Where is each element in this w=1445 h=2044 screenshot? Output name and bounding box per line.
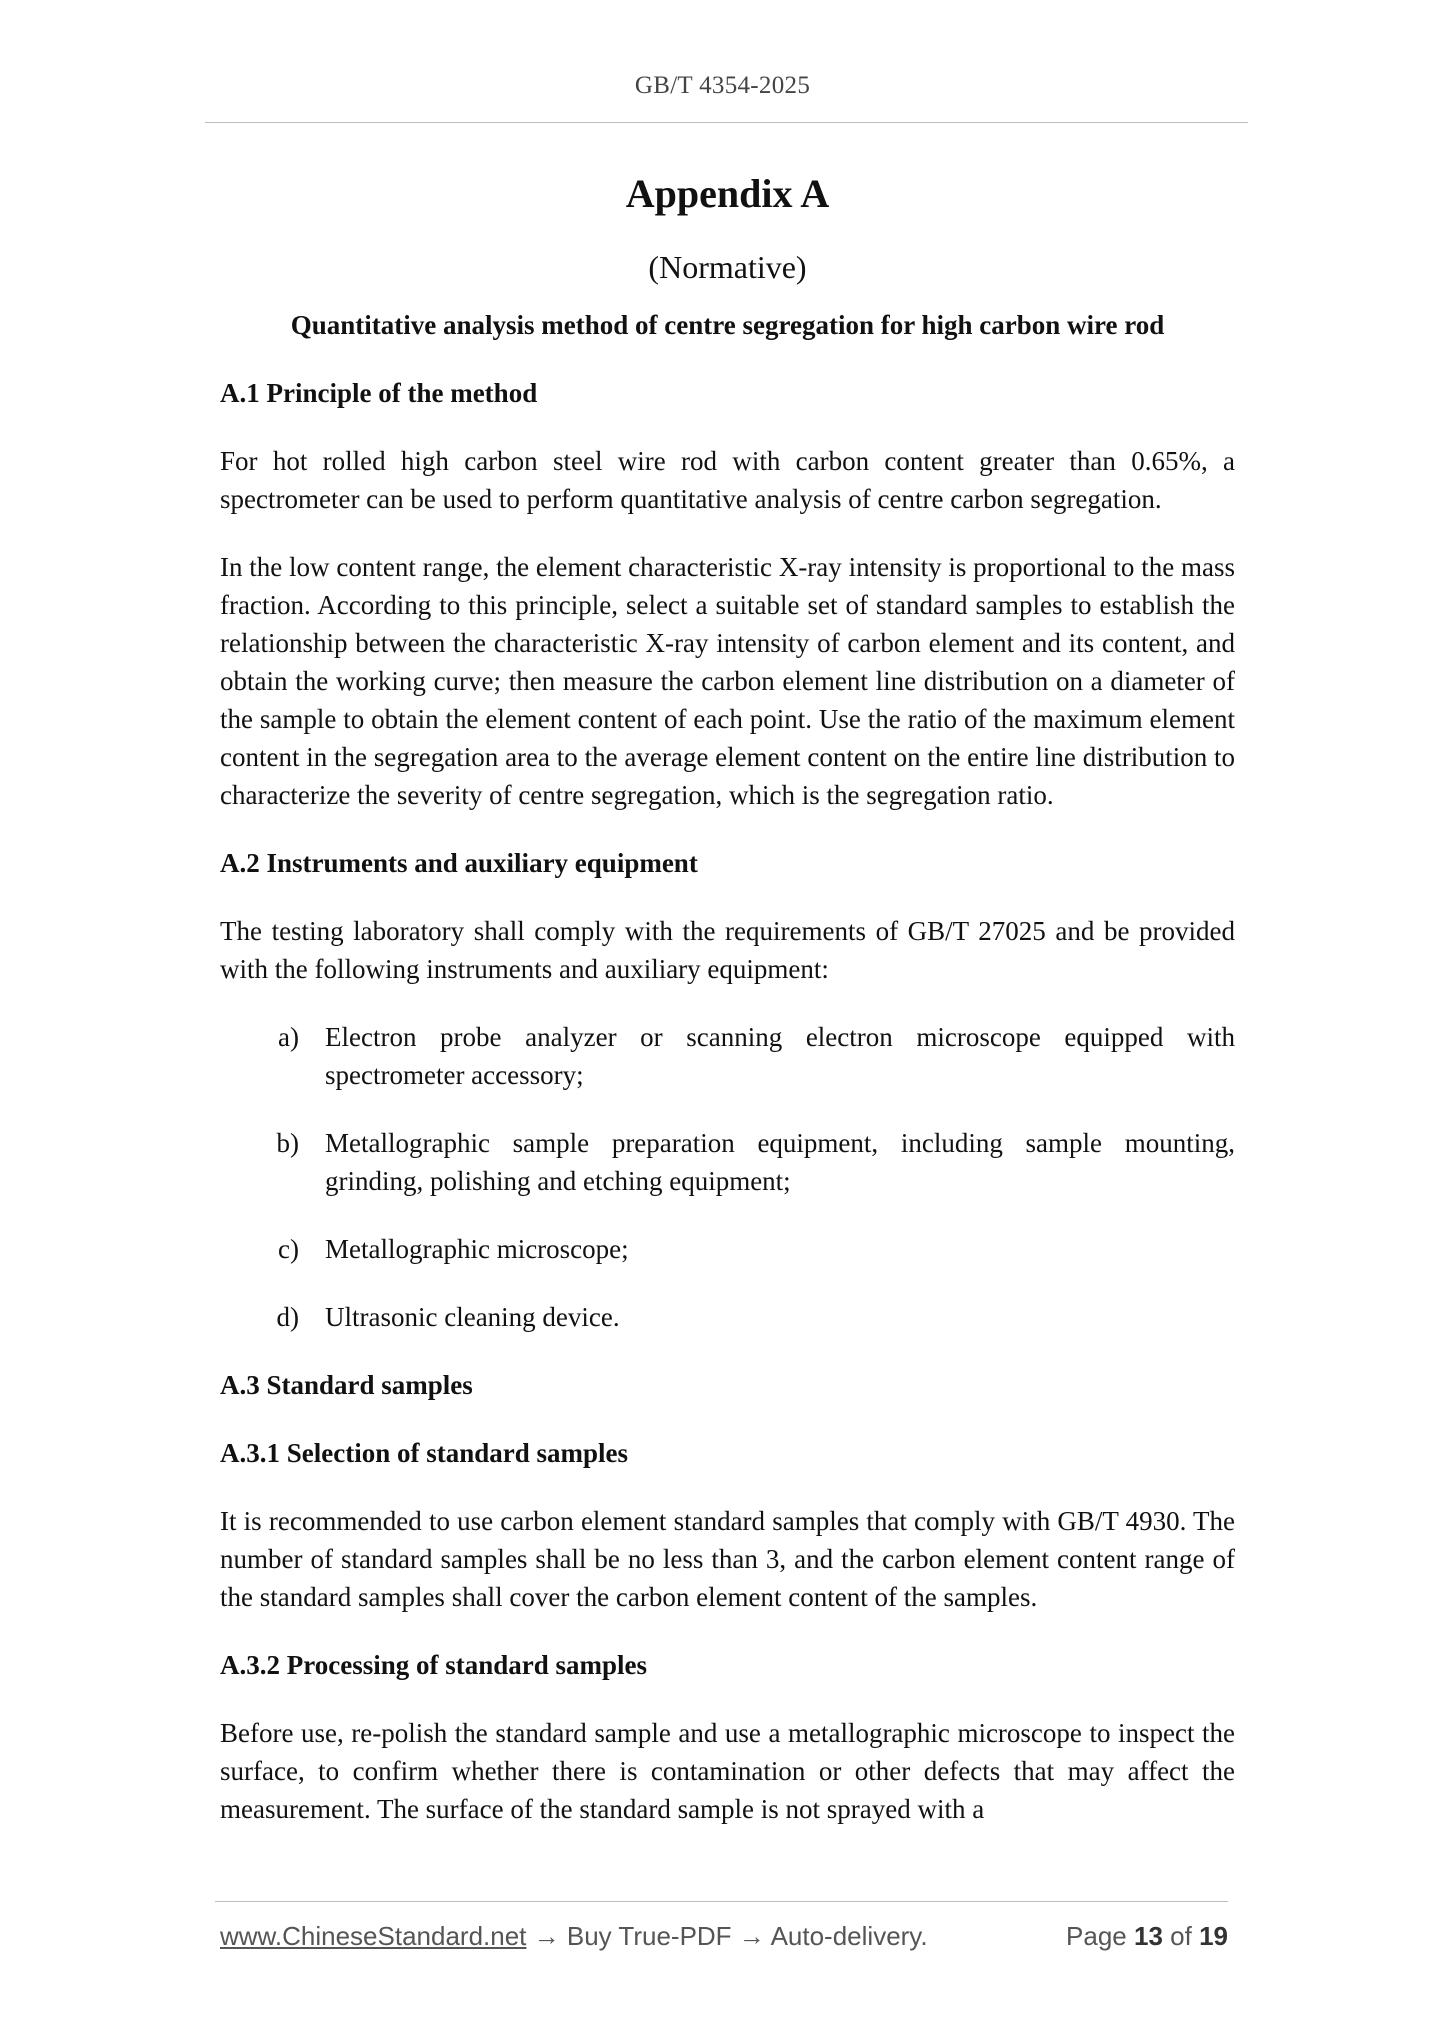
appendix-subtitle: (Normative) — [648, 249, 807, 285]
appendix-heading: Quantitative analysis method of centre segregation for high carbon wire rod — [290, 310, 1165, 340]
footer-tagline: → Buy True-PDF → Auto-delivery. — [526, 1921, 928, 1951]
paragraph-a3-2: Before use, re-polish the standard sample and use a metallographic microscope to inspect the surface, to confirm whether there is contamination or other defects that may affect the measurement. The surface of the standard sample is not sprayed with a — [220, 1718, 1235, 1824]
page-header-doc-id: GB/T 4354-2025 — [634, 72, 811, 99]
footer-promo — [220, 1918, 928, 1954]
page-total: 19 — [1199, 1921, 1228, 1951]
list-item-text: Metallographic sample preparation equipment, including sample mounting, grinding, polishing and etching equipment; — [325, 1128, 1235, 1196]
footer-divider — [215, 1901, 1228, 1902]
page-of-label: of — [1170, 1921, 1192, 1951]
header-divider — [205, 122, 1248, 123]
page-label: Page — [1066, 1921, 1127, 1951]
website-link[interactable]: www.ChineseStandard.net — [220, 1921, 527, 1951]
list-item-text: Electron probe analyzer or scanning electron microscope equipped with spectrometer accessory; — [325, 1022, 1235, 1090]
section-heading-a3: A.3 Standard samples — [220, 1370, 473, 1400]
section-heading-a2: A.2 Instruments and auxiliary equipment — [220, 848, 698, 878]
list-item — [220, 1298, 1235, 1336]
paragraph-a1-1: For hot rolled high carbon steel wire rod with carbon content greater than 0.65%, a spectrometer can be used to perform quantitative analysis of centre carbon segregation. — [220, 446, 1235, 514]
paragraph-a1-2: In the low content range, the element characteristic X-ray intensity is proportional to the mass fraction. According to this principle, select a suitable set of standard samples to establish the relationship between the characteristic X-ray intensity of carbon element and its content, and obtain the working curve; then measure the carbon element line distribution on a diameter of the sample to obtain the element content of each point. Use the ratio of the maximum element content in the segregation area to the average element content on the entire line distribution to characterize the severity of centre segregation, which is the segregation ratio. — [220, 552, 1235, 810]
list-marker: a) — [278, 1022, 299, 1052]
page-body — [220, 168, 1235, 1858]
page-number — [1066, 1918, 1228, 1954]
list-marker: c) — [278, 1234, 299, 1264]
section-heading-a1: A.1 Principle of the method — [220, 378, 538, 408]
section-heading-a3-2: A.3.2 Processing of standard samples — [220, 1650, 648, 1680]
page-current: 13 — [1134, 1921, 1163, 1951]
paragraph-a2-1: The testing laboratory shall comply with the requirements of GB/T 27025 and be provided with the following instruments and auxiliary equipment: — [220, 916, 1235, 984]
list-marker: d) — [276, 1302, 299, 1332]
list-item — [220, 1230, 1235, 1268]
equipment-list — [220, 1018, 1235, 1336]
list-marker: b) — [276, 1128, 299, 1158]
list-item — [220, 1018, 1235, 1094]
appendix-title: Appendix A — [625, 171, 830, 216]
list-item-text: Metallographic microscope; — [325, 1234, 629, 1264]
paragraph-a3-1: It is recommended to use carbon element standard samples that comply with GB/T 4930. The number of standard samples shall be no less than 3, and the carbon element content range of the standard samples shall cover the carbon element content of the samples. — [220, 1506, 1235, 1612]
page-footer — [220, 1918, 1228, 1954]
list-item-text: Ultrasonic cleaning device. — [325, 1302, 620, 1332]
list-item — [220, 1124, 1235, 1200]
section-heading-a3-1: A.3.1 Selection of standard samples — [220, 1438, 629, 1468]
